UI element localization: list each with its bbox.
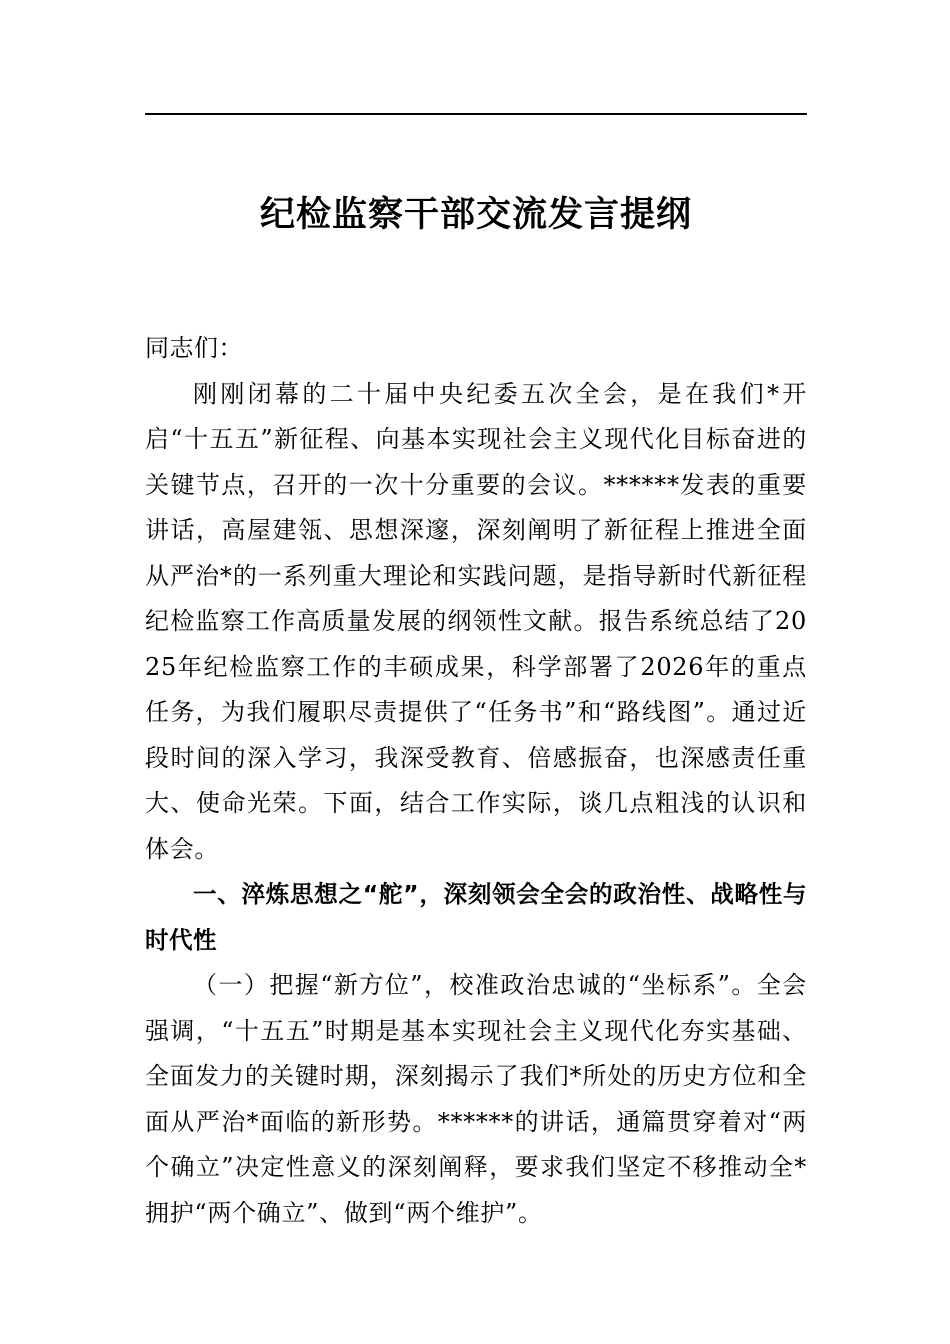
intro-paragraph: 刚刚闭幕的二十届中央纪委五次全会，是在我们*开启“十五五”新征程、向基本实现社会主义现代化目标奋进的关键节点，召开的一次十分重要的会议。******发表的重要讲话，高屋建瓴、思想深邃，深刻阐明了新征程上推进全面从严治*的一系列重大理论和实践问题，是指导新时代新征程纪检监察工作高质量发展的纲领性文献。报告系统总结了2025年纪检监察工作的丰硕成果，科学部署了2026年的重点任务，为我们履职尽责提供了“任务书”和“路线图”。通过近段时间的深入学习，我深受教育、倍感振奋，也深感责任重大、使命光荣。下面，结合工作实际，谈几点粗浅的认识和体会。 xyxy=(145,379,807,863)
header-rule xyxy=(145,113,807,115)
subsection-paragraph-1: （一）把握“新方位”，校准政治忠诚的“坐标系”。全会强调，“十五五”时期是基本实现社会主义现代化夯实基础、全面发力的关键时期，深刻揭示了我们*所处的历史方位和全面从严治*面临的新形势。******的讲话，通篇贯穿着对“两个确立”决定性意义的深刻阐释，要求我们坚定不移推动全*拥护“两个确立”、做到“两个维护”。 xyxy=(145,971,807,1227)
document-body xyxy=(145,326,807,1236)
section-heading-1: 一、淬炼思想之“舵”，深刻领会全会的政治性、战略性与时代性 xyxy=(145,880,807,954)
greeting: 同志们： xyxy=(145,334,243,362)
document-title: 纪检监察干部交流发言提纲 xyxy=(259,194,692,235)
